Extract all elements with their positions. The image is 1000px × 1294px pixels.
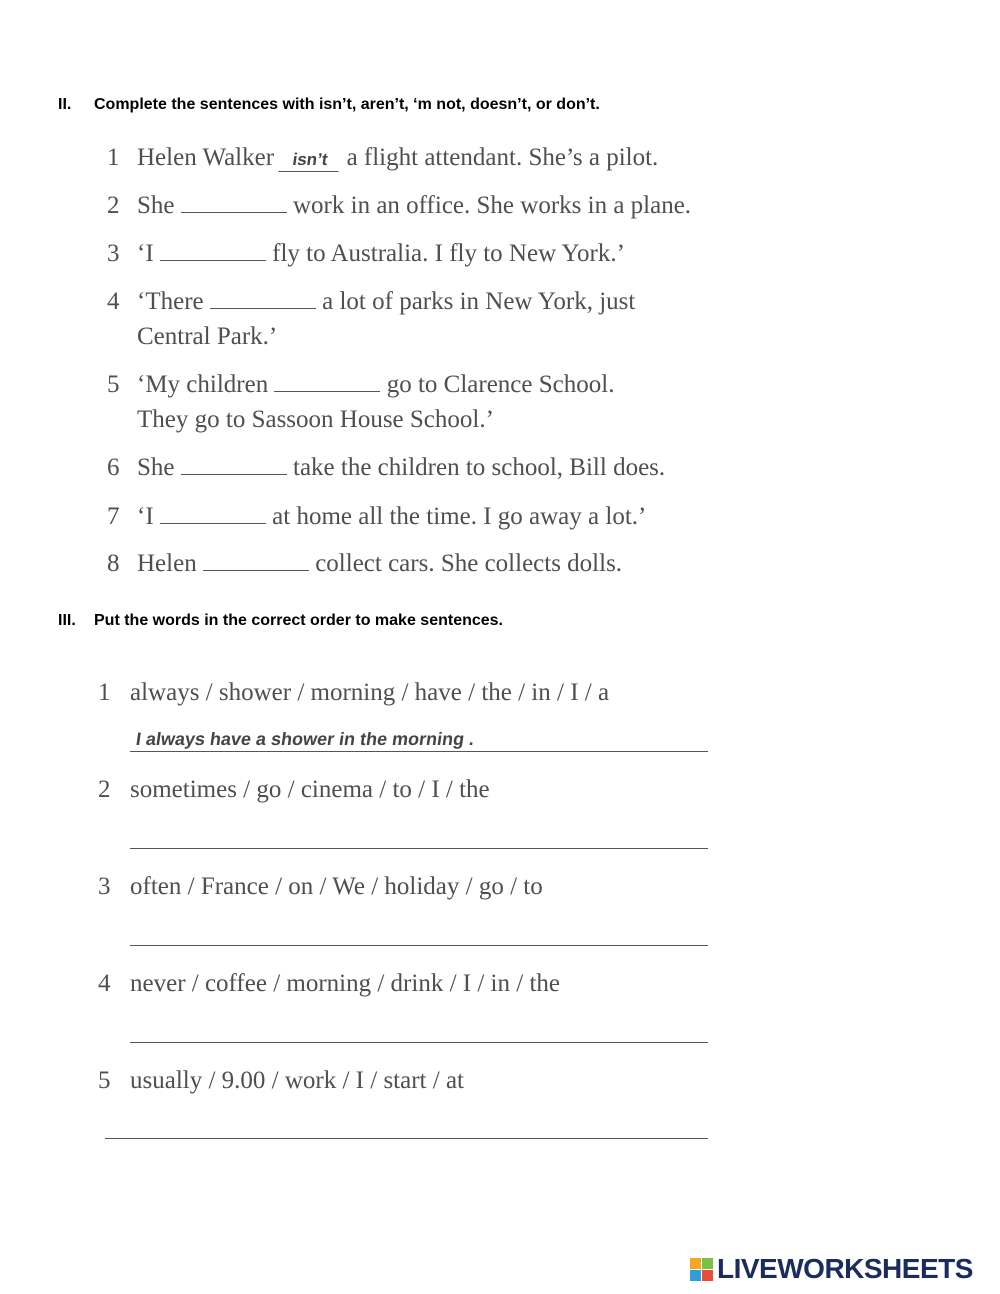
answer-line-3[interactable] [130,945,708,946]
section-3-heading [58,612,503,630]
item-after: take the children to school, Bill does. [293,454,666,481]
answer-blank-3[interactable] [160,238,266,261]
answer-blank-5[interactable] [274,369,380,392]
item-before: Helen [137,550,197,577]
item-number: 4 [98,970,111,997]
item-before: She [137,192,175,219]
answer-blank-1[interactable]: isn’t [279,149,342,172]
answer-blank-7[interactable] [160,501,266,524]
item-number: 3 [98,873,111,900]
logo-square-icon [690,1270,701,1281]
item-number: 2 [98,776,111,803]
answer-blank-4[interactable] [210,286,316,309]
item-after: at home all the time. I go away a lot.’ [272,503,647,530]
item-number: 5 [107,371,120,398]
item-number: 8 [107,550,120,577]
word-prompt: often / France / on / We / holiday / go / to [130,873,543,900]
item-before: Helen Walker [137,144,275,171]
logo-text: LIVEWORKSHEETS [717,1253,973,1284]
item-before: She [137,454,175,481]
item-continuation: Central Park.’ [137,323,278,350]
item-before: ‘My children [137,371,269,398]
item-continuation: They go to Sassoon House School.’ [137,406,494,433]
word-prompt: never / coffee / morning / drink / I / in / the [130,970,560,997]
word-prompt: always / shower / morning / have / the / in / I / a [130,679,610,706]
item-after: fly to Australia. I fly to New York.’ [272,240,625,267]
item-before: ‘I [137,503,154,530]
item-before: ‘I [137,240,154,267]
logo-square-icon [702,1258,713,1269]
answer-line-1[interactable] [130,751,708,752]
answer-line-2[interactable] [130,848,708,849]
answer-line-5[interactable] [105,1138,708,1139]
item-after: collect cars. She collects dolls. [315,550,623,577]
item-number: 2 [107,192,120,219]
section-2-instruction: Complete the sentences with isn’t, aren’t, ‘m not, doesn’t, or don’t. [94,96,600,113]
logo-square-icon [702,1270,713,1281]
answer-blank-6[interactable] [181,452,287,475]
section-3-number: III. [58,612,76,629]
section-2-number: II. [58,96,72,113]
answer-line-4[interactable] [130,1042,708,1043]
answer-text-1: I always have a shower in the morning . [134,729,476,749]
item-number: 5 [98,1067,111,1094]
answer-blank-8[interactable] [203,548,309,571]
logo-mark-icon [690,1258,713,1281]
item-after: work in an office. She works in a plane. [293,192,692,219]
word-prompt: sometimes / go / cinema / to / I / the [130,776,490,803]
item-number: 7 [107,503,120,530]
item-number: 3 [107,240,120,267]
item-after: go to Clarence School. [386,371,615,398]
section-2-heading [58,96,600,114]
section-3-instruction: Put the words in the correct order to make sentences. [94,612,503,629]
liveworksheets-logo [690,1252,973,1286]
item-number: 4 [107,288,120,315]
item-number: 6 [107,454,120,481]
word-prompt: usually / 9.00 / work / I / start / at [130,1067,464,1094]
item-after: a flight attendant. She’s a pilot. [346,144,659,171]
item-after: a lot of parks in New York, just [322,288,636,315]
item-number: 1 [107,144,120,171]
answer-blank-2[interactable] [181,190,287,213]
item-number: 1 [98,679,111,706]
item-before: ‘There [137,288,204,315]
logo-square-icon [690,1258,701,1269]
